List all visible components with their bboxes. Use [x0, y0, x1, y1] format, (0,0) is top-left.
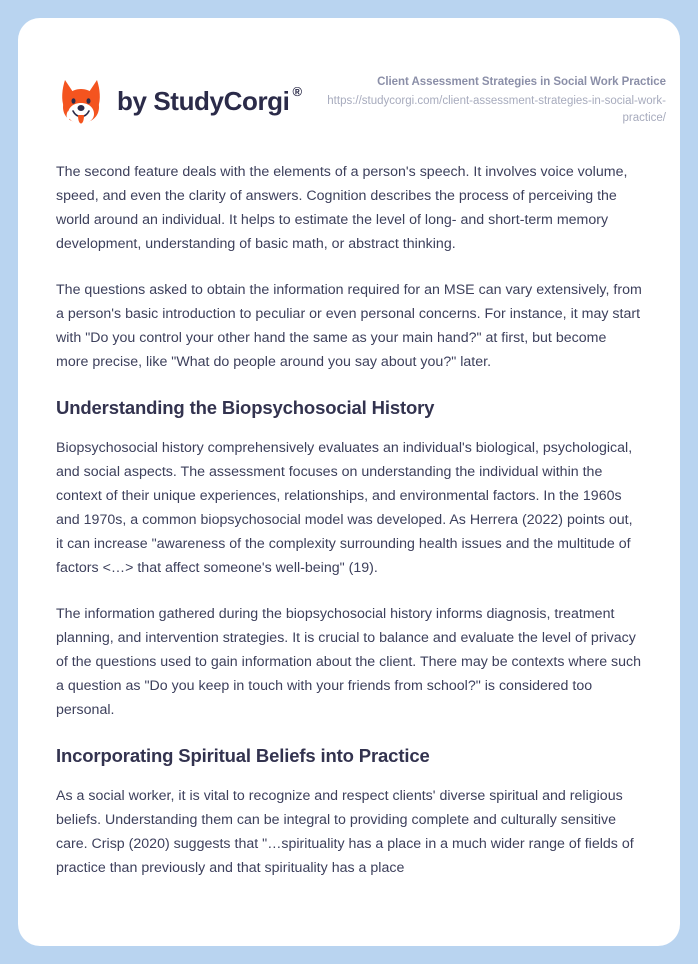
- brand-logo[interactable]: [56, 72, 302, 126]
- page-url[interactable]: https://studycorgi.com/client-assessment-strategies-in-social-work-practice/: [327, 94, 666, 124]
- header-meta: [326, 72, 666, 127]
- document-header: [18, 18, 680, 127]
- document-page-card: [18, 18, 680, 946]
- page-title: Client Assessment Strategies in Social Work Practice: [377, 76, 666, 88]
- brand-name: [117, 84, 302, 116]
- paragraph: The questions asked to obtain the information required for an MSE can vary extensively, from a person's basic introduction to peculiar or even personal concerns. For instance, it may start with "Do you control your other hand the same as your main hand?" at first, but become more precise, like "What do people around you say about you?" later.: [56, 282, 642, 371]
- section-heading: Incorporating Spiritual Beliefs into Practice: [56, 745, 430, 767]
- corgi-face-icon: [56, 76, 106, 126]
- document-body: [18, 160, 680, 880]
- section-heading: Understanding the Biopsychosocial History: [56, 397, 435, 419]
- brand-name-text: by StudyCorgi: [117, 86, 290, 116]
- paragraph: Biopsychosocial history comprehensively evaluates an individual's biological, psychological, and social aspects. The assessment focuses on understanding the individual within the context of their unique experiences, relationships, and environmental factors. In the 1960s and 1970s, a common biopsychosocial model was developed. As Herrera (2022) points out, it can increase "awareness of the complexity surrounding health issues and the multitude of factors <…> that affect someone's well-being" (19).: [56, 440, 633, 577]
- paragraph: The second feature deals with the elements of a person's speech. It involves voice volume, speed, and even the clarity of answers. Cognition describes the process of perceiving the world around an individual. It helps to estimate the level of long- and short-term memory development, understanding of basic math, or abstract thinking.: [56, 164, 628, 253]
- registered-trademark-icon: ®: [292, 84, 302, 100]
- paragraph: As a social worker, it is vital to recognize and respect clients' diverse spiritual and religious beliefs. Understanding them can be integral to providing complete and culturally sensitive care. Crisp (2020) suggests that "…spirituality has a place in a much wider range of fields of practice than previously and that spirituality has a place: [56, 788, 634, 877]
- paragraph: The information gathered during the biopsychosocial history informs diagnosis, treatment planning, and intervention strategies. It is crucial to balance and evaluate the level of privacy of the questions used to gain information about the client. There may be contexts where such a question as "Do you keep in touch with your friends from school?" is considered too personal.: [56, 606, 642, 719]
